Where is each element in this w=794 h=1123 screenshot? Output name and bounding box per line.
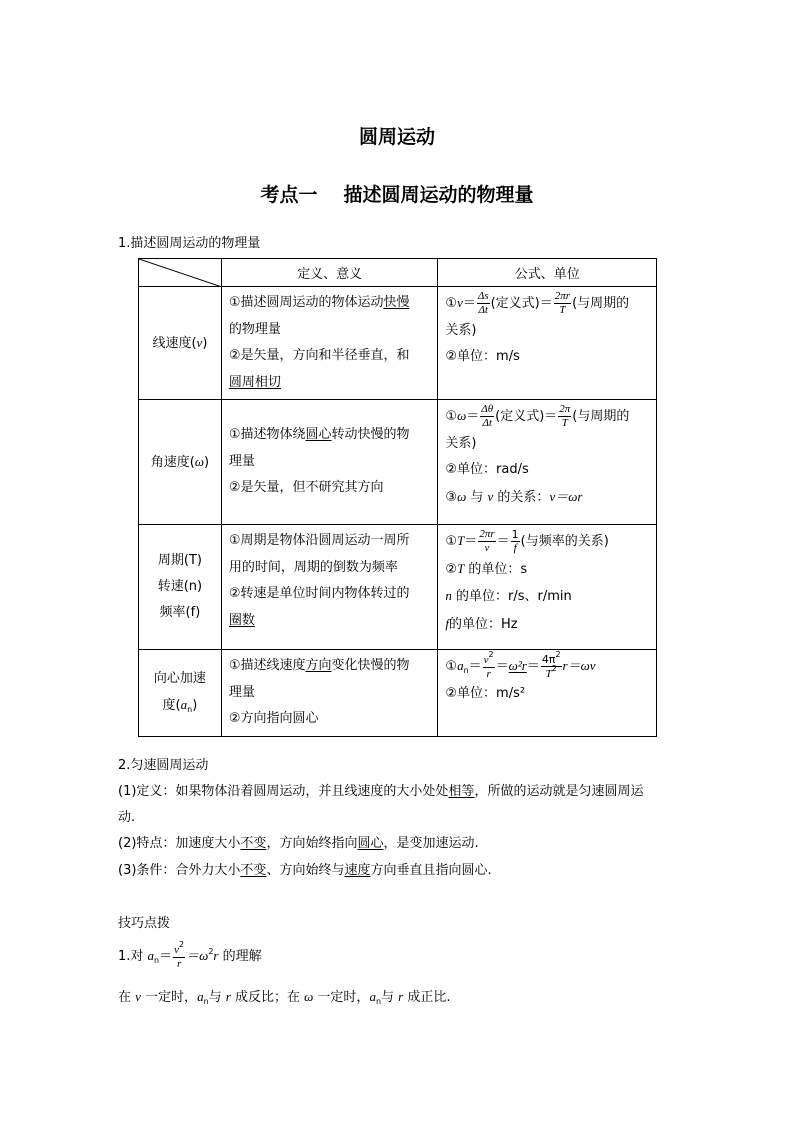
formula-linear-velocity xyxy=(438,287,657,400)
label-text: 线速度( xyxy=(152,335,197,351)
formula-note: (定义式)＝ xyxy=(490,296,553,311)
label-text: 转速(n) xyxy=(157,579,203,594)
formula-expr: v＝ωr xyxy=(549,488,583,504)
formula-note: 与 xyxy=(466,489,488,505)
denominator: Δt xyxy=(482,417,492,429)
formula-note: (与周期的 xyxy=(572,409,630,424)
para-text: ，是变加速运动. xyxy=(383,836,479,851)
tips-heading: 技巧点拨 xyxy=(118,916,171,931)
formula-var: r xyxy=(398,989,404,1004)
physics-quantities-table xyxy=(138,258,657,737)
numerator xyxy=(173,939,185,958)
formula-var: a xyxy=(147,948,155,963)
formula-expr: ω²r xyxy=(508,658,527,673)
section-title-text: 描述圆周运动的物理量 xyxy=(343,184,534,206)
numerator-var: v xyxy=(483,653,489,666)
para-text: 一定时， xyxy=(313,990,370,1005)
definition-angular-velocity xyxy=(221,400,438,525)
section2-heading: 2.匀速圆周运动 xyxy=(118,758,209,773)
tips-line xyxy=(118,984,708,1011)
definition-linear-velocity xyxy=(221,287,438,400)
para-text: 一定时， xyxy=(140,990,198,1005)
formula-var: v xyxy=(457,295,463,310)
label-var: ω xyxy=(194,453,205,469)
para-text: 方向垂直且指向圆心. xyxy=(370,863,492,878)
unit-text: 的单位：Hz xyxy=(449,616,518,632)
fraction xyxy=(478,529,495,554)
formula-var: a xyxy=(369,989,376,1004)
def-underline: 快慢 xyxy=(383,295,410,310)
table-corner-cell xyxy=(139,259,222,287)
equals: ＝ xyxy=(526,659,540,674)
page-title: 圆周运动 xyxy=(358,126,435,148)
definition-centripetal xyxy=(221,650,438,737)
para-text: ，所做的运动就是匀速圆周运 xyxy=(474,784,644,799)
def-text: ①描述线速度 xyxy=(228,658,306,673)
equals: ＝ xyxy=(159,949,173,964)
para-text: 1.对 xyxy=(118,949,148,964)
superscript: 2 xyxy=(179,939,185,949)
label-text: ) xyxy=(202,335,208,351)
label-var: a xyxy=(180,697,188,713)
table-row xyxy=(139,525,657,650)
equals: ＝ xyxy=(462,296,476,311)
denominator xyxy=(541,663,562,680)
formula-var: T xyxy=(457,560,465,576)
denominator: T xyxy=(561,417,568,429)
para-text: (2)特点：加速度大小 xyxy=(118,836,241,851)
label-text: ) xyxy=(192,698,198,714)
formula-sub: n xyxy=(203,997,209,1006)
numerator-var: v xyxy=(174,943,180,956)
def-underline: 方向 xyxy=(305,658,332,673)
para-underline: 相等 xyxy=(448,784,475,799)
label-text: ) xyxy=(204,454,210,470)
section2-definition xyxy=(118,779,708,831)
unit-text: ②单位：m/s xyxy=(445,349,520,364)
equals: ＝ xyxy=(468,659,482,674)
formula-var: f xyxy=(445,615,450,631)
def-underline: 相切 xyxy=(254,374,281,390)
formula-centripetal xyxy=(438,650,657,737)
superscript: 2 xyxy=(208,947,214,956)
def-text: 变化快慢的物 xyxy=(331,658,410,673)
formula-note: (与频率的关系) xyxy=(520,534,609,549)
table-header-definition: 定义、意义 xyxy=(221,259,438,287)
formula-sub: n xyxy=(463,666,469,675)
label-text: 度( xyxy=(162,698,181,714)
table-row xyxy=(139,650,657,737)
numerator: 1 xyxy=(511,528,519,541)
section2-feature xyxy=(118,831,708,857)
def-underline: 圆心 xyxy=(305,427,332,443)
def-text: ②方向指向圆心 xyxy=(228,711,319,726)
table-row xyxy=(139,287,657,400)
def-text: ②转速是单位时间内物体转过的 xyxy=(228,586,410,601)
formula-note: 关系) xyxy=(445,435,477,451)
para-text: 与 xyxy=(381,990,399,1005)
formula-sub: n xyxy=(154,956,160,965)
row-label-linear-velocity xyxy=(139,287,222,400)
para-text: 成正比. xyxy=(403,990,451,1005)
num-marker: ① xyxy=(445,534,458,549)
section2-condition xyxy=(118,858,708,884)
section-title-label: 考点一 xyxy=(260,184,318,206)
unit-text: 的单位：s xyxy=(464,561,528,577)
formula-sub: n xyxy=(375,997,382,1006)
label-sub: n xyxy=(187,705,193,715)
label-text: 周期(T) xyxy=(157,553,202,568)
num-marker: ① xyxy=(445,409,458,424)
numerator: 2πr xyxy=(479,528,495,540)
para-text: (3)条件：合外力大小 xyxy=(118,863,241,878)
table-header-formula: 公式、单位 xyxy=(438,259,657,287)
tips-item1 xyxy=(118,939,708,970)
formula-note: (定义式)＝ xyxy=(495,409,558,424)
formula-var: v xyxy=(135,989,141,1004)
superscript: 2 xyxy=(555,649,561,659)
denominator-var: T xyxy=(545,667,552,680)
formula-angular-velocity xyxy=(438,400,657,525)
formula-var: ω xyxy=(457,488,467,504)
formula-var: n xyxy=(445,588,452,603)
formula-note: 的关系： xyxy=(493,489,550,505)
para-underline: 不变 xyxy=(240,836,267,851)
equals: ＝ xyxy=(466,409,480,424)
label-text: 角速度( xyxy=(150,454,195,470)
fraction xyxy=(558,404,571,429)
formula-note: 关系) xyxy=(445,322,477,338)
num-marker: ③ xyxy=(445,489,458,505)
numerator-text: 4π xyxy=(541,652,556,666)
numerator: 2πr xyxy=(554,290,571,302)
numerator: 2π xyxy=(559,403,571,415)
fraction xyxy=(477,291,490,316)
formula-var: r xyxy=(225,989,231,1004)
equals: ＝ xyxy=(495,659,509,674)
superscript: 2 xyxy=(551,663,557,673)
def-text: ①描述物体绕 xyxy=(228,427,306,443)
row-label-centripetal xyxy=(139,650,222,737)
row-label-angular-velocity xyxy=(139,400,222,525)
para-underline: 圆心 xyxy=(357,836,384,851)
formula-var: a xyxy=(457,658,464,673)
table-row xyxy=(139,400,657,525)
superscript: 2 xyxy=(488,649,494,659)
row-label-period xyxy=(139,525,222,650)
para-text: ，方向始终指向 xyxy=(266,836,358,851)
num-marker: ① xyxy=(445,296,458,311)
unit-text: ②单位：rad/s xyxy=(445,462,529,477)
denominator: Δt xyxy=(478,304,488,316)
section-title xyxy=(0,180,794,207)
def-text: 理量 xyxy=(228,453,255,469)
fraction xyxy=(554,291,571,316)
formula-var: a xyxy=(197,989,204,1004)
num-marker: ① xyxy=(445,659,458,674)
unit-text: 的单位：r/s、r/min xyxy=(451,589,572,604)
def-text: 转动快慢的物 xyxy=(331,427,410,443)
formula-expr: ＝ω xyxy=(186,948,209,963)
table-header-row xyxy=(139,259,657,287)
fraction xyxy=(511,529,520,554)
def-text: ①周期是物体沿圆周运动一周所 xyxy=(228,533,410,548)
definition-period xyxy=(221,525,438,650)
para-text: (1)定义：如果物体沿着圆周运动，并且线速度的大小处处 xyxy=(118,784,449,799)
numerator: Δs xyxy=(477,290,489,302)
fraction xyxy=(541,649,562,680)
diagonal-line xyxy=(139,259,222,287)
num-marker: ② xyxy=(445,561,458,577)
para-text: 成反比；在 xyxy=(230,990,305,1005)
formula-var: r xyxy=(213,948,219,963)
para-text: 在 xyxy=(118,990,136,1005)
denominator: T xyxy=(559,304,566,316)
numerator xyxy=(483,649,495,668)
para-text: 动. xyxy=(118,810,136,825)
def-text: 用的时间，周期的倒数为频率 xyxy=(228,559,398,575)
para-underline: 不变 xyxy=(240,863,267,878)
def-text: 理量 xyxy=(228,684,255,700)
label-var: v xyxy=(196,334,203,350)
formula-var: ω xyxy=(457,408,467,423)
fraction xyxy=(480,404,494,429)
fraction xyxy=(483,649,495,680)
denominator: r xyxy=(486,667,491,680)
def-text: ①描述圆周运动的物体运动 xyxy=(228,295,384,310)
para-text: 的理解 xyxy=(218,949,262,964)
equals: ＝ xyxy=(496,534,510,549)
formula-note: (与周期的 xyxy=(572,296,630,311)
label-text: 频率(f) xyxy=(159,605,201,620)
unit-text: ②单位：m/s² xyxy=(445,685,526,701)
denominator: f xyxy=(513,542,517,554)
label-text: 向心加速 xyxy=(153,671,206,687)
equals: ＝ xyxy=(464,534,478,549)
para-underline: 速度 xyxy=(344,863,371,878)
denominator: r xyxy=(176,957,182,970)
def-underline: 圆周 xyxy=(228,374,255,390)
section1-heading: 1.描述圆周运动的物理量 xyxy=(118,236,261,251)
def-underline: 圈数 xyxy=(228,612,255,628)
formula-var: T xyxy=(457,533,465,548)
denominator: v xyxy=(484,542,490,554)
def-text: ②是矢量，但不研究其方向 xyxy=(228,480,384,496)
para-text: 、方向始终与 xyxy=(266,863,345,878)
formula-period xyxy=(438,525,657,650)
def-text: ②是矢量，方向和半径垂直，和 xyxy=(228,348,410,363)
formula-expr: r＝ωv xyxy=(562,658,596,673)
formula-var: v xyxy=(487,488,494,504)
para-text: 与 xyxy=(208,990,226,1005)
fraction xyxy=(173,939,185,970)
formula-var: ω xyxy=(304,989,314,1004)
def-text: 的物理量 xyxy=(228,321,281,337)
numerator: Δθ xyxy=(481,403,494,415)
